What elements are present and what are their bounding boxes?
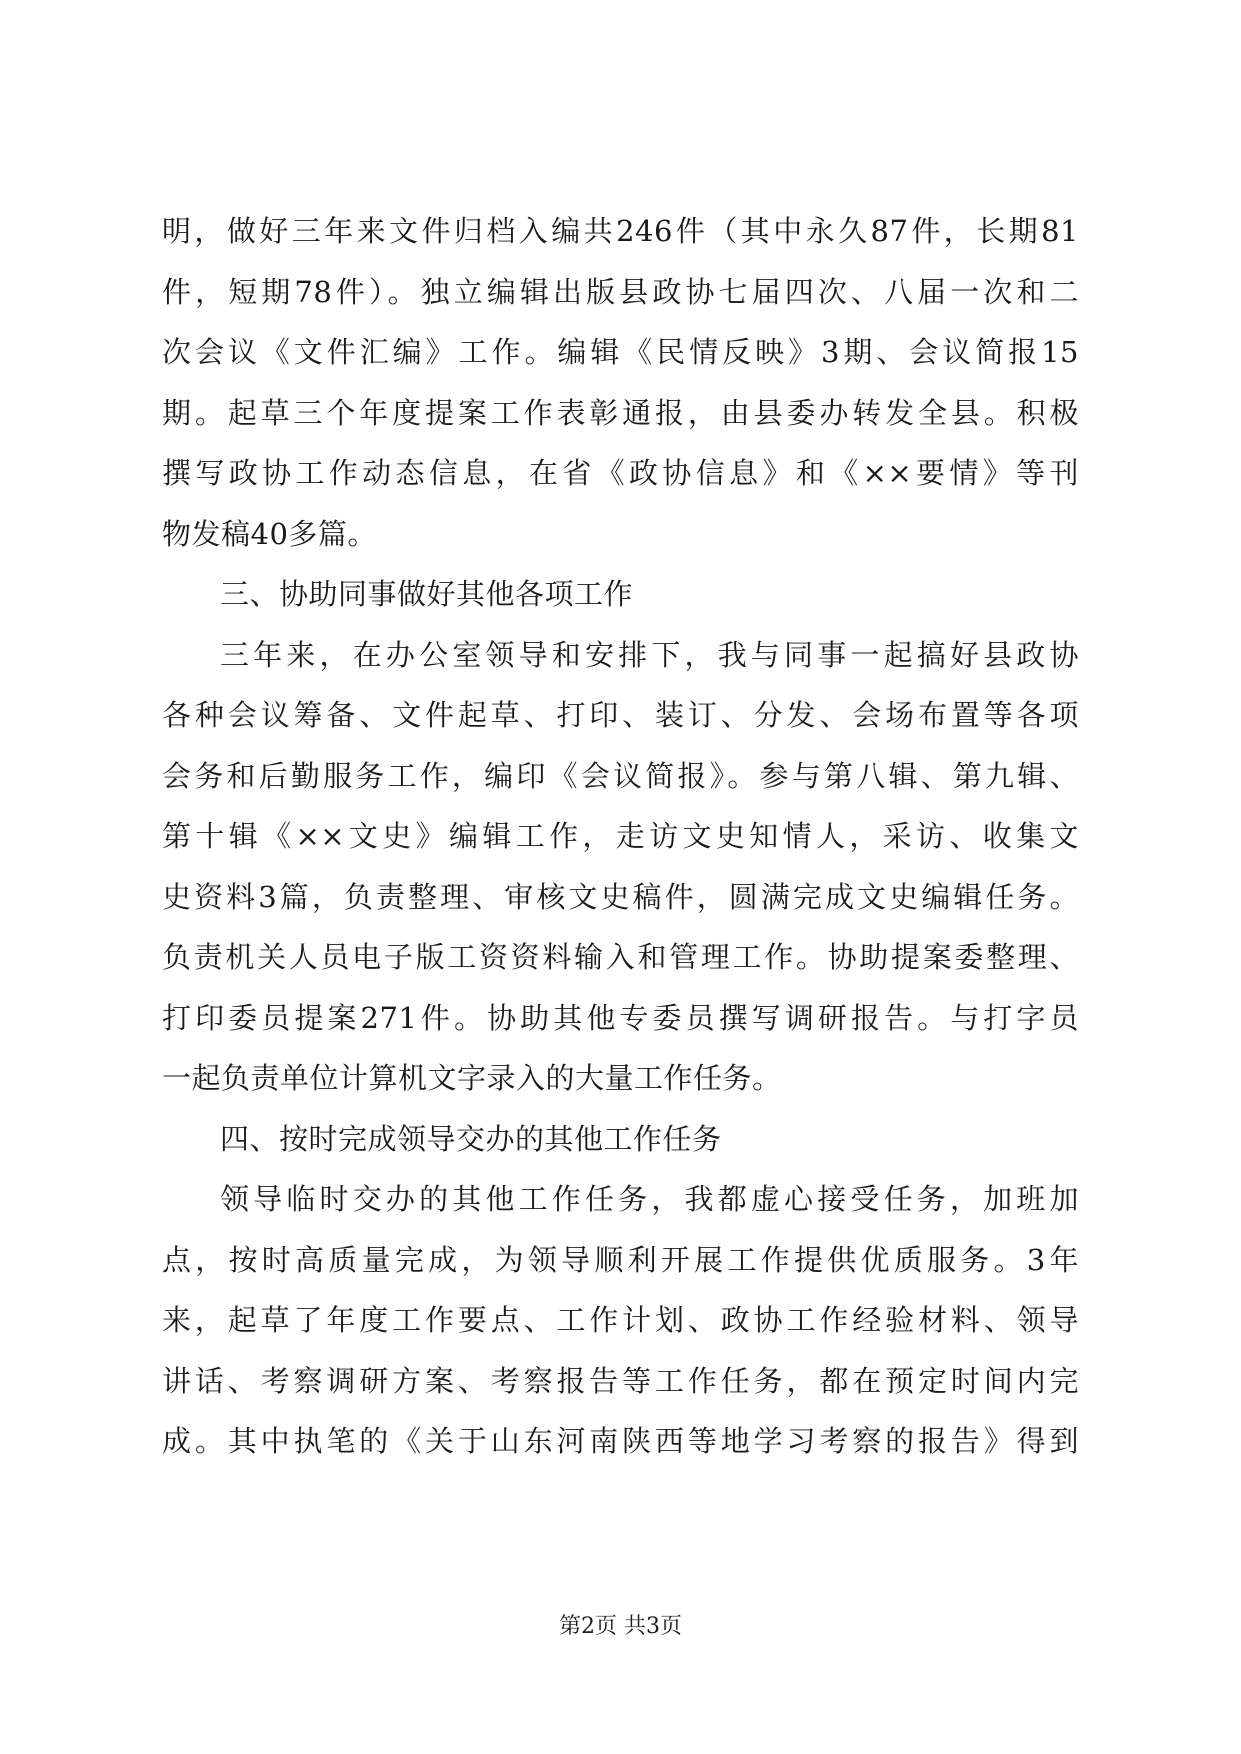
text-line: 各种会议筹备、文件起草、打印、装订、分发、会场布置等各项 xyxy=(162,698,1079,732)
text-line: 领导临时交办的其他工作任务，我都虚心接受任务，加班加 xyxy=(220,1182,1079,1216)
text-line: 物发稿40多篇。 xyxy=(162,516,377,551)
text-line: 成。其中执笔的《关于山东河南陕西等地学习考察的报告》得到 xyxy=(162,1424,1079,1458)
text-line: 一起负责单位计算机文字录入的大量工作任务。 xyxy=(162,1061,782,1095)
text-line: 第十辑《××文史》编辑工作，走访文史知情人，采访、收集文 xyxy=(162,819,1079,853)
text-line: 件，短期78件）。独立编辑出版县政协七届四次、八届一次和二 xyxy=(162,274,1079,309)
text-line: 明，做好三年来文件归档入编共246件（其中永久87件，长期81 xyxy=(162,214,1079,248)
text-line: 讲话、考察调研方案、考察报告等工作任务，都在预定时间内完 xyxy=(162,1363,1079,1398)
text-line: 来，起草了年度工作要点、工作计划、政协工作经验材料、领导 xyxy=(162,1303,1079,1337)
section-heading: 三、协助同事做好其他各项工作 xyxy=(220,577,634,611)
text-line: 次会议《文件汇编》工作。编辑《民情反映》3期、会议简报15 xyxy=(162,335,1079,369)
text-line: 点，按时高质量完成，为领导顺利开展工作提供优质服务。3年 xyxy=(162,1242,1079,1277)
text-line: 打印委员提案271件。协助其他专委员撰写调研报告。与打字员 xyxy=(162,1000,1079,1035)
text-line: 会务和后勤服务工作，编印《会议简报》。参与第八辑、第九辑、 xyxy=(162,758,1079,793)
text-line: 史资料3篇，负责整理、审核文史稿件，圆满完成文史编辑任务。 xyxy=(162,879,1079,914)
text-line: 三年来，在办公室领导和安排下，我与同事一起搞好县政协 xyxy=(220,637,1079,672)
body-text xyxy=(162,201,1079,1472)
section-heading: 四、按时完成领导交办的其他工作任务 xyxy=(220,1121,722,1156)
text-line: 撰写政协工作动态信息，在省《政协信息》和《××要情》等刊 xyxy=(162,456,1079,490)
text-line: 负责机关人员电子版工资资料输入和管理工作。协助提案委整理、 xyxy=(162,940,1079,974)
page-footer: 第2页 共3页 xyxy=(559,1614,682,1639)
text-line: 期。起草三个年度提案工作表彰通报，由县委办转发全县。积极 xyxy=(162,395,1079,430)
